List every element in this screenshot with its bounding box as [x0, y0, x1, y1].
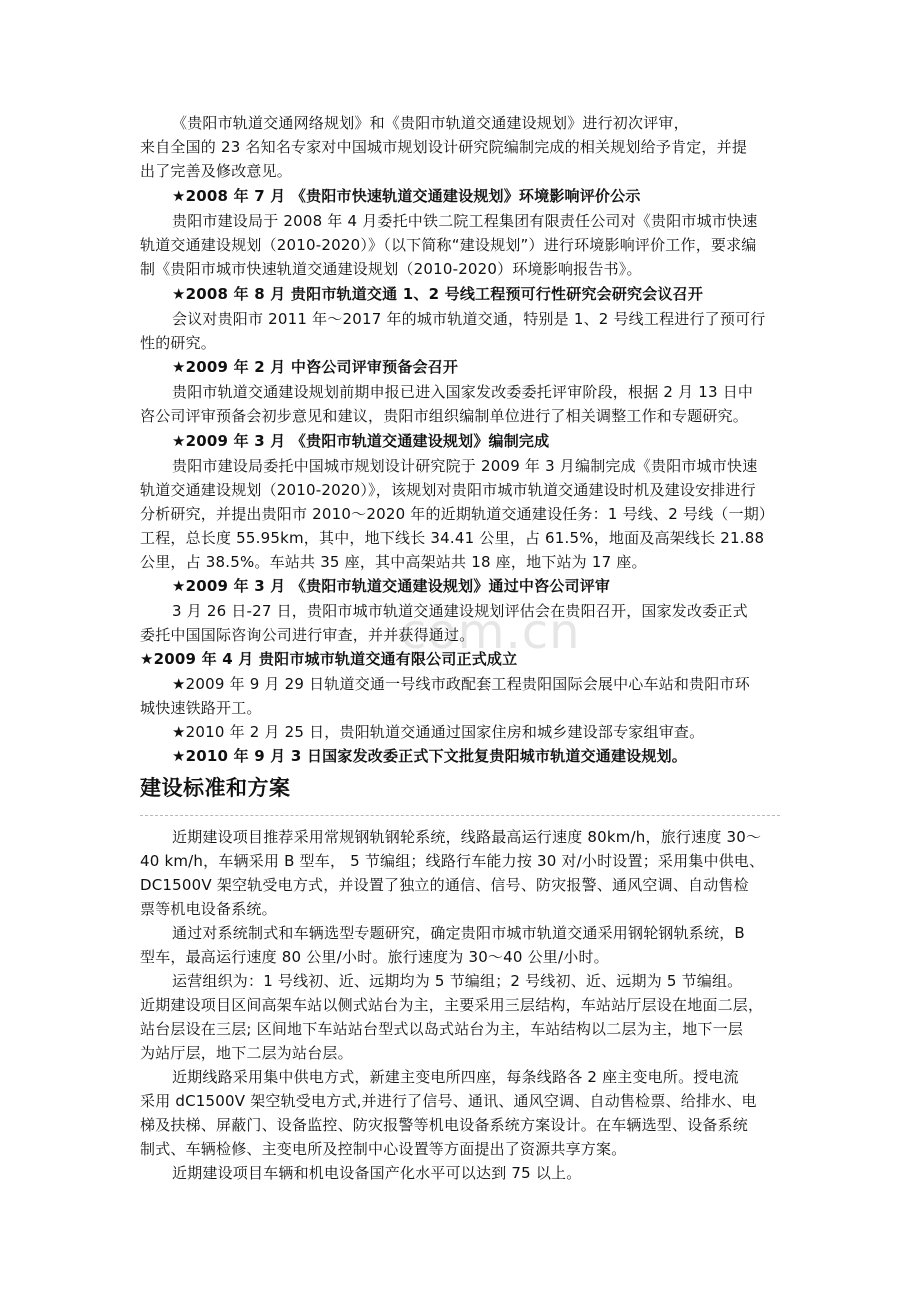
body-line: 为站厅层，地下二层为站台层。: [140, 1044, 353, 1062]
milestone-body: 贵阳市建设局委托中国城市规划设计研究院于 2009 年 3 月编制完成《贵阳市城市快速: [172, 457, 758, 475]
heading-divider: [140, 815, 780, 816]
body-line: 运营组织为：1 号线初、近、远期均为 5 节编组；2 号线初、近、远期为 5 节编组。: [172, 972, 743, 990]
body-line: 近期线路采用集中供电方式，新建主变电所四座，每条线路各 2 座主变电所。授电流: [172, 1068, 739, 1086]
milestone-body: ★2009 年 9 月 29 日轨道交通一号线市政配套工程贵阳国际会展中心车站和贵阳市环: [172, 675, 750, 693]
milestone-body: 公里，占 38.5%。车站共 35 座，其中高架站共 18 座，地下站为 17 座。: [140, 553, 647, 571]
milestone-body: 制《贵阳市城市快速轨道交通建设规划（2010-2020）环境影响报告书》。: [140, 260, 642, 278]
milestone-body: 工程，总长度 55.95km，其中，地下线长 34.41 公里，占 61.5%，地面及高架线长 21.88: [140, 529, 765, 547]
body-line: 40 km/h，车辆采用 B 型车， 5 节编组；线路行车能力按 30 对/小时设置；采用集中供电、: [140, 852, 765, 870]
section-heading: 建设标准和方案: [140, 776, 291, 800]
body-line: 站台层设在三层; 区间地下车站站台型式以岛式站台为主，车站结构以二层为主，地下一层: [140, 1020, 744, 1038]
milestone-title: ★2008 年 8 月 贵阳市轨道交通 1、2 号线工程预可行性研究会研究会议召开: [172, 285, 704, 303]
body-line: 通过对系统制式和车辆选型专题研究，确定贵阳市城市轨道交通采用钢轮钢轨系统，B: [172, 924, 745, 942]
milestone-title: ★2009 年 4 月 贵阳市城市轨道交通有限公司正式成立: [140, 650, 518, 668]
intro-line: 来自全国的 23 名知名专家对中国城市规划设计研究院编制完成的相关规划给予肯定，并提: [140, 138, 748, 156]
milestone-body: 分析研究，并提出贵阳市 2010～2020 年的近期轨道交通建设任务：1 号线、2 号线（一期）: [140, 505, 775, 523]
body-line: 梯及扶梯、屏蔽门、设备监控、防灾报警等机电设备系统方案设计。在车辆选型、设备系统: [140, 1116, 749, 1134]
body-line: 票等机电设备系统。: [140, 900, 277, 918]
milestone-body: 轨道交通建设规划（2010-2020）》，该规划对贵阳市城市轨道交通建设时机及建设安排进行: [140, 481, 756, 499]
milestone-body: 轨道交通建设规划（2010-2020）》（以下简称“建设规划”）进行环境影响评价工作，要求编: [140, 236, 757, 254]
intro-line: 出了完善及修改意见。: [140, 162, 293, 180]
milestone-body: 会议对贵阳市 2011 年～2017 年的城市轨道交通，特别是 1、2 号线工程进行了预可行: [172, 310, 766, 328]
milestone-title: ★2008 年 7 月 《贵阳市快速轨道交通建设规划》环境影响评价公示: [172, 187, 641, 205]
milestone-body: 委托中国国际咨询公司进行审查，并并获得通过。: [140, 626, 475, 644]
milestone-body: 贵阳市轨道交通建设规划前期申报已进入国家发改委委托评审阶段，根据 2 月 13 日中: [172, 383, 754, 401]
body-line: 采用 dC1500V 架空轨受电方式,并进行了信号、通讯、通风空调、自动售检票、给排水、电: [140, 1092, 757, 1110]
milestone-body: 贵阳市建设局于 2008 年 4 月委托中铁二院工程集团有限责任公司对《贵阳市城市快速: [172, 212, 758, 230]
milestone-title: ★2009 年 3 月 《贵阳市轨道交通建设规划》通过中咨公司评审: [172, 577, 611, 595]
milestone-body: 城快速铁路开工。: [140, 699, 262, 717]
body-line: DC1500V 架空轨受电方式，并设置了独立的通信、信号、防灾报警、通风空调、自动售检: [140, 876, 749, 894]
milestone-body: 性的研究。: [140, 334, 217, 352]
milestone-title: ★2009 年 3 月 《贵阳市轨道交通建设规划》编制完成: [172, 432, 550, 450]
body-line: 近期建设项目推荐采用常规钢轨钢轮系统，线路最高运行速度 80km/h，旅行速度 30～: [172, 828, 762, 846]
milestone-title: ★2009 年 2 月 中咨公司评审预备会召开: [172, 358, 459, 376]
body-line: 近期建设项目区间高架车站以侧式站台为主，主要采用三层结构，车站站厅层设在地面二层，: [140, 996, 764, 1014]
milestone-body: 咨公司评审预备会初步意见和建议，贵阳市组织编制单位进行了相关调整工作和专题研究。: [140, 407, 749, 425]
intro-line: 《贵阳市轨道交通网络规划》和《贵阳市轨道交通建设规划》进行初次评审，: [172, 114, 689, 132]
milestone-body: ★2010 年 2 月 25 日，贵阳轨道交通通过国家住房和城乡建设部专家组审查。: [172, 723, 705, 741]
body-line: 制式、车辆检修、主变电所及控制中心设置等方面提出了资源共享方案。: [140, 1140, 627, 1158]
milestone-title: ★2010 年 9 月 3 日国家发改委正式下文批复贵阳城市轨道交通建设规划。: [172, 747, 687, 765]
body-line: 型车，最高运行速度 80 公里/小时。旅行速度为 30～40 公里/小时。: [140, 948, 609, 966]
watermark: com.cn: [400, 604, 581, 660]
milestone-body: 3 月 26 日-27 日，贵阳市城市轨道交通建设规划评估会在贵阳召开，国家发改委正式: [172, 602, 748, 620]
body-line: 近期建设项目车辆和机电设备国产化水平可以达到 75 以上。: [172, 1164, 582, 1182]
